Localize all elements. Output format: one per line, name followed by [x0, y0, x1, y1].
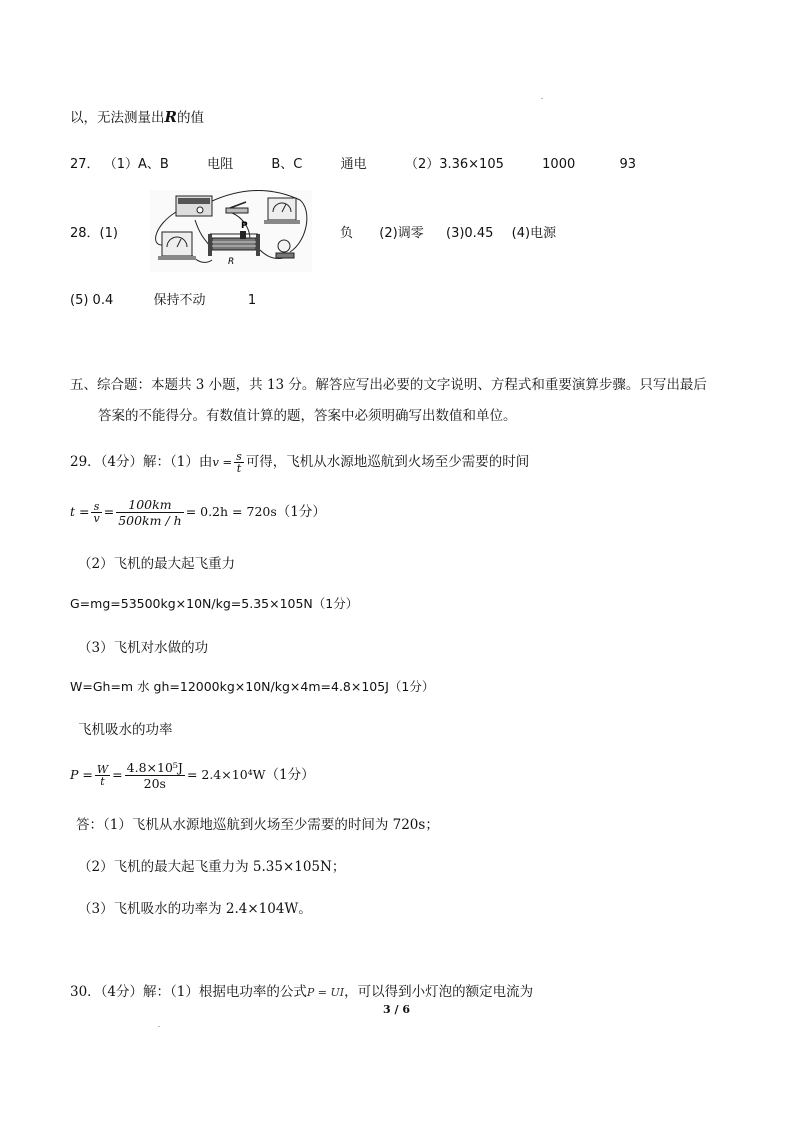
- q27-answer-6: 1000: [542, 157, 576, 172]
- q29-part3-title: （3）飞机对水做的功: [78, 640, 209, 656]
- q28-answer-5: (5) 0.4: [70, 293, 114, 308]
- circuit-diagram: [150, 190, 312, 272]
- q29-answer-2: （2）飞机的最大起飞重力为 5.35×105N；: [78, 859, 346, 875]
- q28-answer-polarity: 负: [340, 226, 354, 241]
- q29-part2-title: （2）飞机的最大起飞重力: [78, 556, 236, 572]
- resistance-symbol: R: [164, 108, 177, 126]
- q27-number: 27．: [70, 157, 100, 172]
- text-line-continuation: [70, 106, 204, 126]
- q29-answer-1: 答：（1）飞机从水源地巡航到火场至少需要的时间为 720s；: [76, 817, 439, 833]
- voltmeter-icon: [264, 198, 300, 224]
- q27-answer-2: 电阻: [207, 157, 234, 172]
- q27-answer-3: B、C: [271, 157, 303, 172]
- page-number: 3 / 6: [383, 1003, 410, 1016]
- power-formula: P = UI: [306, 986, 345, 999]
- question-28-answers: [340, 222, 556, 241]
- question-28-part5: [70, 289, 256, 308]
- question-28-number: 28．(1): [70, 226, 118, 241]
- q27-answer-4: 通电: [340, 157, 367, 172]
- q29-power-title: 飞机吸水的功率: [78, 722, 173, 738]
- question-29-head: 29．（4分）解：（1）由v = $\frac{s}{t}$ 可得，飞机从水源地巡航到火场至少需要的时间: [70, 450, 530, 475]
- q28-answer-2: (2)调零: [379, 226, 424, 241]
- q29-answer-3: （3）飞机吸水的功率为 2.4×104W。: [78, 901, 312, 917]
- q29-part2-calc: G=mg=53500kg×10N/kg=5.35×105N（1分）: [70, 596, 359, 611]
- q28-answer-6: 保持不动: [153, 293, 206, 308]
- velocity-formula: $\frac{s}{t}$: [236, 450, 242, 475]
- section-5-heading-cont: 答案的不能得分。有数值计算的题，答案中必须明确写出数值和单位。: [98, 408, 517, 424]
- q28-answer-7: 1: [247, 293, 257, 308]
- question-27: [70, 153, 636, 172]
- resistor-label-r: R: [228, 257, 235, 267]
- q28-answer-4: (4)电源: [511, 226, 557, 241]
- continuation-tail: 的值: [176, 110, 204, 126]
- power-calculation: P = $\frac{W}{t}$ = $\frac{\text{4.8×10⁵J}}{20s}$ = 2.4×10⁴W（1分）: [70, 760, 315, 791]
- q28-answer-3: (3)0.45: [446, 226, 494, 241]
- q27-answer-5: （2）3.36×105: [404, 157, 504, 172]
- section-5-heading: 五、综合题：本题共 3 小题，共 13 分。解答应写出必要的文字说明、方程式和重要演算步骤。只写出最后: [70, 377, 707, 393]
- slider-label-p: P: [241, 221, 248, 231]
- time-calculation: t = $\frac{s}{v}$ = $\frac{100km}{500km / h}$ = 0.2h = 720s（1分）: [70, 497, 326, 528]
- q27-answer-1: （1）A、B: [103, 157, 169, 172]
- ammeter-icon: [158, 232, 196, 260]
- q29-part3-calc: W=Gh=m 水 gh=12000kg×10N/kg×4m=4.8×105J（1分）: [70, 679, 435, 694]
- question-30-head: 30．（4分）解：（1）根据电功率的公式P = UI，可以得到小灯泡的额定电流为: [70, 984, 534, 1000]
- power-supply-icon: [176, 196, 212, 216]
- continuation-text: 以，无法测量出: [70, 110, 165, 126]
- q27-answer-7: 93: [619, 157, 637, 172]
